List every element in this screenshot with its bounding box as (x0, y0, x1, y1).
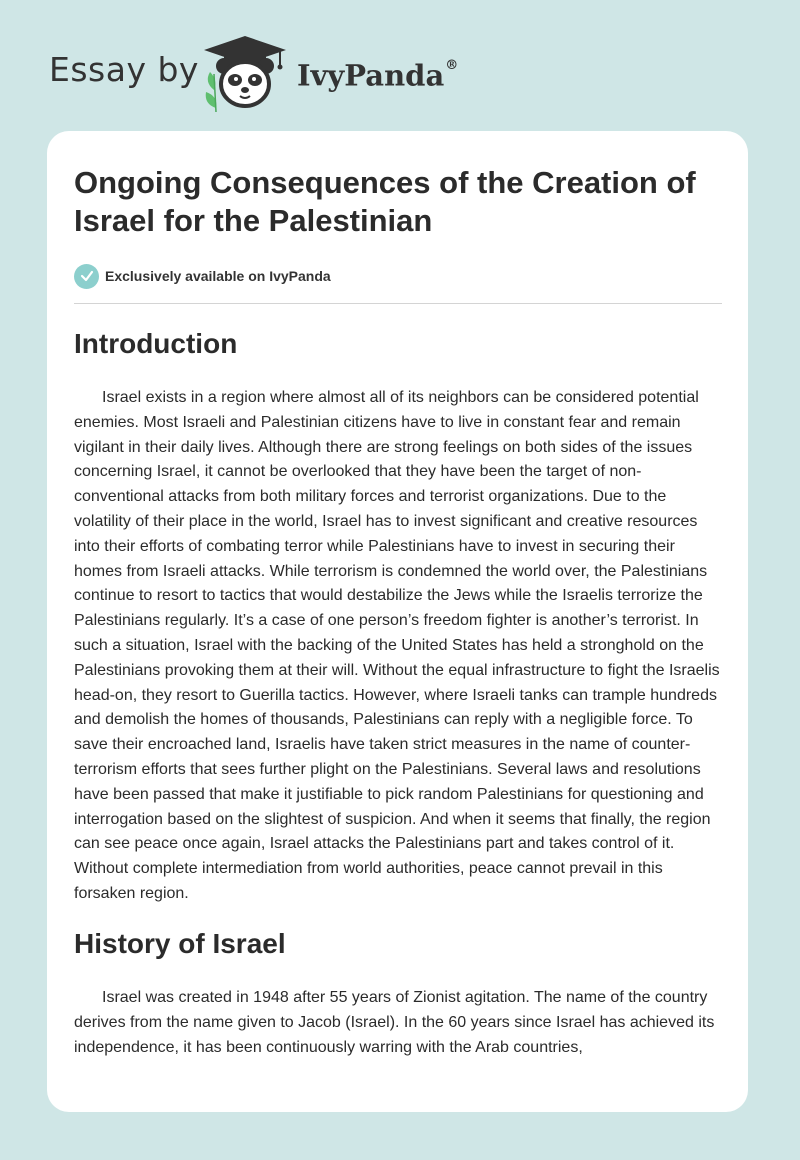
panda-graduate-icon[interactable] (200, 34, 290, 114)
exclusive-badge (74, 262, 331, 290)
divider (74, 303, 722, 304)
essay-by-label: Essay by (49, 50, 199, 89)
section-heading-history: History of Israel (74, 928, 286, 959)
section-heading-introduction: Introduction (74, 328, 238, 359)
check-icon-svg (80, 269, 94, 283)
section-paragraph-history: Israel was created in 1948 after 55 years of Zionist agitation. The name of the country derives from the name given to Jacob (Israel). In the 60 years since Israel has achieved its independence, it has been continuously warring with the Arab countries, (74, 989, 715, 1056)
brand-name-text: IvyPanda (297, 58, 445, 93)
exclusive-label: Exclusively available on IvyPanda (105, 268, 331, 284)
section-paragraph-introduction: Israel exists in a region where almost all of its neighbors can be considered potential enemies. Most Israeli and Palestinian citizens have to live in constant fear and remain vigilant in their daily lives. Although there are strong feelings on both sides of the issues concerning Israel, it cannot be overlooked that they have been the target of non-conventional attacks from both military forces and terrorist organizations. Due to the volatility of their place in the world, Israel has to invest significant and creative resources into their efforts of combating terror while Palestinians have to invest in securing their homes from Israeli attacks. While terrorism is condemned the world over, the Palestinians continue to resort to tactics that would destabilize the Jews while the Israelis terrorize the Palestinians regularly. It’s a case of one person’s freedom fighter is another’s terrorist. In such a situation, Israel with the backing of the United States has held a stronghold on the Palestinians provoking them at their will. Without the equal infrastructure to fight the Israelis head-on, they resort to Guerilla tactics. However, where Israeli tanks can trample hundreds and demolish the homes of thousands, Palestinians can reply with a negligible force. To save their encroached land, Israelis have taken strict measures in the name of counter-terrorism efforts that sees further plight on the Palestinians. Several laws and resolutions have been passed that make it justifiable to pick random Palestinians for questioning and interrogation based on the slightest of suspicion. And when it seems that finally, the region can see peace once again, Israel attacks the Palestinians part and takes control of it. Without complete intermediation from world authorities, peace cannot prevail in this forsaken region. (74, 389, 720, 902)
essay-card (47, 131, 748, 1112)
page-title: Ongoing Consequences of the Creation of Israel for the Palestinian (74, 165, 696, 238)
site-header (0, 0, 800, 130)
check-icon (74, 264, 99, 289)
brand-name[interactable] (297, 52, 458, 96)
registered-mark: ® (445, 58, 459, 73)
panda-logo-svg (200, 34, 290, 114)
